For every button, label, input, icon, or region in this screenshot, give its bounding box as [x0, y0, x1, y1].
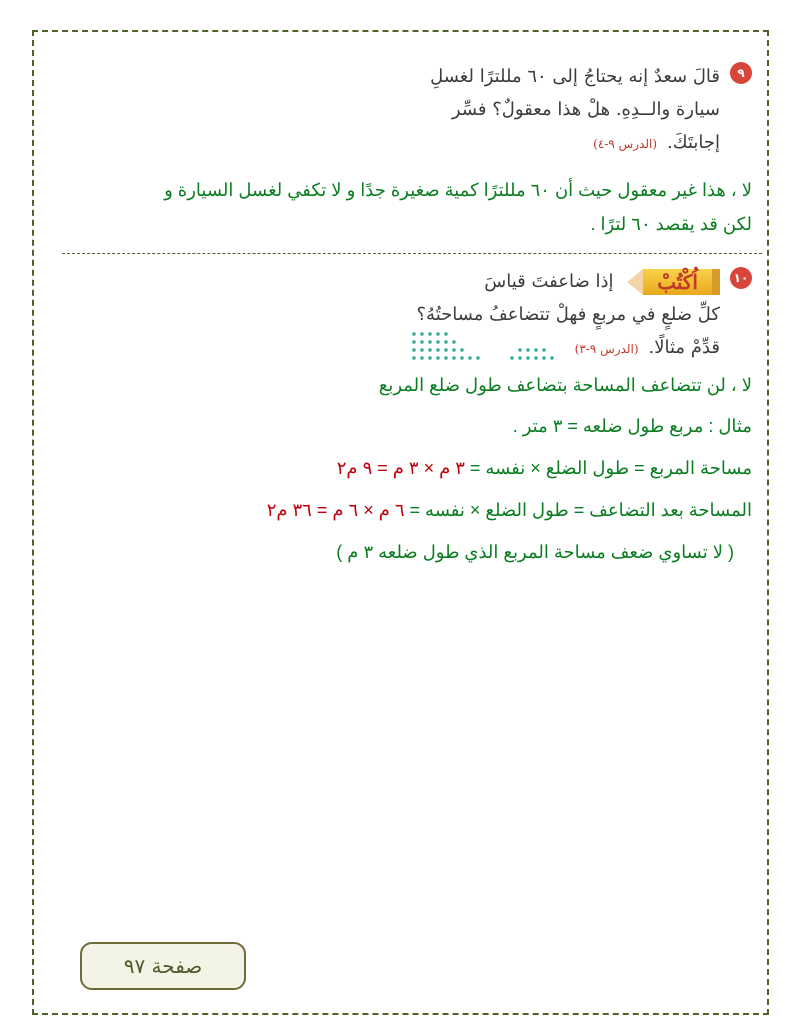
- question-line: [430, 126, 752, 161]
- question-line: [416, 265, 752, 298]
- lesson-reference: (الدرس ٩-٤): [593, 137, 658, 151]
- write-tag: اُكْتُبْ: [643, 269, 712, 295]
- question-text: إجابتَكَ.: [667, 132, 720, 153]
- decorative-dots-icon: [410, 330, 578, 362]
- answer-calc-line: [267, 500, 752, 521]
- lesson-reference: (الدرس ٩-٣): [574, 342, 639, 356]
- calc-value: ٦ م × ٦ م = ٣٦ م٢: [266, 500, 405, 520]
- answer-line: مثال : مربع طول ضلعه = ٣ متر .: [512, 416, 752, 436]
- question-line: سيارة والــدِهِ. هلْ هذا معقولٌ؟ فسِّر: [451, 99, 720, 120]
- question-text: قدِّمْ مثالًا.: [648, 337, 720, 358]
- question-number-badge: ٩: [730, 62, 752, 84]
- calc-label: المساحة بعد التضاعف = طول الضلع × نفسه =: [404, 500, 752, 520]
- page-number-badge: [80, 942, 246, 990]
- question-9: [430, 60, 752, 161]
- answer-line: لا ، هذا غير معقول حيث أن ٦٠ مللترًا كمية صغيرة جدًا و لا تكفي لغسل السيارة و: [164, 180, 752, 200]
- answer-calc-line: [337, 458, 752, 479]
- question-number-badge: ١٠: [730, 267, 752, 289]
- calc-label: مساحة المربع = طول الضلع × نفسه =: [464, 458, 752, 478]
- page-number-label: صفحة ٩٧: [123, 954, 203, 978]
- section-divider: [62, 253, 762, 254]
- answer-line: لكن قد يقصد ٦٠ لترًا .: [590, 214, 752, 234]
- pencil-icon: [627, 269, 720, 295]
- answer-line: ( لا تساوي ضعف مساحة المربع الذي طول ضلعه ٣ م ): [336, 542, 734, 562]
- answer-line: لا ، لن تتضاعف المساحة بتضاعف طول ضلع المربع: [378, 375, 752, 395]
- page-border: [32, 30, 769, 1015]
- question-line: كلِّ ضلعٍ في مربعٍ فهلْ تتضاعفُ مساحتُهُ؟: [416, 304, 720, 325]
- question-line: قالَ سعدٌ إنه يحتاجُ إلى ٦٠ مللترًا لغسلِ: [430, 66, 720, 87]
- question-text: إذا ضاعفتَ قياسَ: [484, 271, 614, 292]
- calc-value: ٣ م × ٣ م = ٩ م٢: [336, 458, 465, 478]
